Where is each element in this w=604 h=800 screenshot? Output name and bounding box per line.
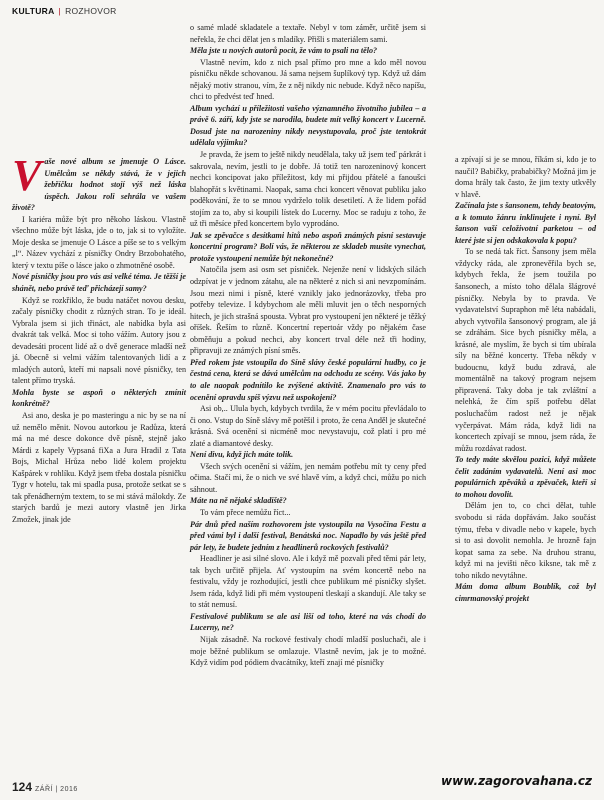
section-label: KULTURA bbox=[12, 6, 55, 16]
lead-paragraph bbox=[12, 151, 186, 214]
answer-paragraph: To vám přece nemůžu říct... bbox=[200, 507, 291, 517]
question: Mohla byste se aspoň o některých zmínit konkrétně? bbox=[12, 387, 186, 409]
answer-paragraph: I kariéra může být pro někoho láskou. Vlastně všechno může být láska, jde o to, jak si to vyložíte. Moje deska se jmenuje O Lásce a píše se to s velkým „l“. Název vychází z písničky Ondry Brzobohatého, který v textu píše o lásce jako o zhmotněné osobě. bbox=[12, 214, 186, 270]
question: Festivalové publikum se ale asi liší od toho, které na vás chodí do Lucerny, ne? bbox=[190, 611, 426, 633]
header-separator: | bbox=[58, 6, 62, 16]
question: Před rokem jste vstoupila do Síně slávy české populární hudby, co je čestná cena, která se dává umělcům na odchodu ze scény. Vás jako by to ale naopak podnítilo ke zvýšené aktivitě. Znamenalo pro vás to ocenění opravdu spíš výzvu než uspokojení? bbox=[190, 357, 426, 402]
lead-text: aše nové album se jmenuje O Lásce. Umělcům se někdy stává, že v jejich žebříčku hodnot stojí výš než láska úspěch. Jakou roli sehrála ve vašem životě? bbox=[12, 157, 186, 213]
answer-paragraph: Headliner je asi silné slovo. Ale i když mě pozvali před těmi pár lety, tak bych určitě přijela. Ať vystoupím na svém koncertě nebo na festivalu, vždy je rozhodující, jestli chce publikum mé písničky slyšet. Jsem ráda, když lidi při mém vystoupení tleskají a skandují. Ale taky se to stát nemusí. bbox=[190, 554, 426, 610]
column-3 bbox=[455, 154, 596, 604]
question: Měla jste u nových autorů pocit, že vám to psali na tělo? bbox=[190, 46, 378, 56]
column-2 bbox=[190, 22, 426, 669]
answer-paragraph: To se nedá tak říct. Šansony jsem měla vždycky ráda, ale zpronevěřila bych se, kdybych řekla, že jsem toužila po šansonech, a místo toho dělala šlágrové písničky. Nebyla by to pravda. Ve vydavatelství Supraphon mě léta nabádali, abych vytvořila šansonový program, ale já se zdráhám. Sice bych písničky měla, a krásné, ale myslím, že bych si tím ubírala síly na běžné koncerty. Třeba někdy v budoucnu, když budu zdravá, ale momentálně na takový program nejsem připravená. Taky doba je tak zvláštní a nelehká, že čím spíš potřebu dělat posluchačům radost než je nějak vyčerpávat. Mám ráda, když lidi na koncertech zpívají se mnou, jsem ráda, že můžu rozdávat radost. bbox=[455, 247, 596, 453]
page-number: 124 bbox=[12, 780, 33, 794]
question: Máte na ně nějaké skladiště? bbox=[190, 496, 287, 506]
question: Začínala jste s šansonem, tehdy beatovým, a k tomuto žánru inklinujete i nyní. Byl šanson vaší celoživotní parketou – od které jste si jen odskakovala k popu? bbox=[455, 201, 596, 245]
answer-paragraph: Vlastně nevím, kdo z nich psal přímo pro mne a kdo měl novou písničku někde schovanou. Já sama nejsem šuplíkový typ. Když už dám nějaký motiv stranou, vím, že z něj nikdy nic nebude. Když něco napíšu, chci to předvést teď hned. bbox=[190, 57, 426, 102]
question: Jak se zpěvačce s desítkami hitů nebo aspoň známých písní sestavuje koncertní program? Bolí vás, že některou ze skladeb musíte vynechat, protože vystoupení nemůže být nekonečné? bbox=[190, 230, 426, 263]
question: Nové písničky jsou pro vás asi velké téma. Je těžší je shánět, nebo právě teď přicházejí samy? bbox=[12, 272, 186, 294]
answer-paragraph: a zpívají si je se mnou, říkám si, kdo je to naučil? Babičky, prababičky? Možná jim je doma hrály tak často, že jim texty utkvěly v hlavě. bbox=[455, 155, 596, 199]
issue-label: ZÁŘÍ | 2016 bbox=[35, 786, 78, 793]
subsection-label: ROZHOVOR bbox=[65, 6, 117, 16]
answer-paragraph: Dělám jen to, co chci dělat, tuhle svobodu si ráda dopřávám. Jako součást týmu, třeba v divadle nebo v kapele, bych si to asi dovolit nemohla. Je hrozně fajn kopat sama za sebe. Na druhou stranu, když mi na jevišti něco kiksne, tak mě z toho nikdo nevytáhne. bbox=[455, 501, 596, 580]
answer-paragraph: Asi ano, deska je po masteringu a nic by se na ní už nemělo měnit. Novou autorkou je Radůza, která má na mé desce dokonce dvě písně, stejně jako Márdi z kapely Vypsaná fiXa a Jura Hradil z Tata Bojs, Michal Hrůza nebo lidé kolem projektu Kašpárek v rohlíku. Když jsem třeba dostala písničku Tygr v hotelu, tak mi spadla pusa, protože setkat se s tak přenádherným textem, to se mi stává málokdy. Ze starých bardů je mezi autory vlastně jen Jirka Zmožek, jinak jde bbox=[12, 411, 186, 524]
answer-paragraph: o samé mladé skladatele a textaře. Nebyl v tom záměr, určitě jsem si neřekla, že chci dělat jen s mladíky. Přišli s materiálem sami. bbox=[190, 23, 426, 44]
answer-paragraph: Natočila jsem asi osm set písniček. Nejenže není v lidských silách odzpívat je v jednom zátahu, ale na některé z nich si ani nevzpomínám. Jsou mezi nimi i písně, které vznikly jako jednorázovky, třeba pro potřeby televize. I kdybychom ale měli mluvit jen o těch nesporných hitech, je jich strašná spousta. Vybrat pro vystoupení jen některé je těžký oříšek. Řeším to různě. Koncertní repertoár vždy po nějakém čase obměňuju a pokud nechci, aby koncert trval déle než tři hodiny, připravuji ze známých písní směs. bbox=[190, 265, 426, 356]
question: Album vychází u příležitosti vašeho významného životního jubilea – a právě 6. září, kdy jste se narodila, budete mít velký koncert v Lucerně. Dosud jste na narozeniny nikdy nevystupovala, proč jste tentokrát udělala výjimku? bbox=[190, 103, 426, 148]
watermark-url: www.zagorovahana.cz bbox=[441, 774, 592, 788]
page-footer bbox=[12, 774, 592, 796]
answer-paragraph: Je pravda, že jsem to ještě nikdy neudělala, taky už jsem teď párkrát i sakrovala, nevím, jestli to je dobře. Já totiž ten narozeninový koncert nechci koncipovat jako příležitost, kdy mi přijdou přátelé a fanoušci blahopřát s květinami. Naopak, sama chci koncert věnovat publiku jako poděkování, že to se mnou vydrželo tolik desetiletí. A že lidem pořád stojím za to, aby si koupili lístek do Lucerny. Moc se raduju z toho, že už tři měsíce před koncertem bylo vyprodáno. bbox=[190, 150, 426, 229]
column-1 bbox=[12, 151, 186, 526]
question: Není divu, když jich máte tolik. bbox=[190, 450, 294, 460]
question: To tedy máte skvělou pozici, když můžete čelit zadáním vydavatelů. Není asi moc populárních zpěváků a zpěvaček, kteří si to mohou dovolit. bbox=[455, 455, 596, 499]
answer-paragraph: Asi ob,.. Ulula bych, kdybych tvrdila, že v mém pocitu převládalo to či ono. Vstup do Síně slávy mě potěšil i proto, že cena Anděl je skutečné krásná. Svá ocenění si nicméně moc nevystavuju, což platí i pro mé zlaté a diamantové desky. bbox=[190, 404, 426, 448]
answer-paragraph: Nijak zásadně. Na rockové festivaly chodí mladší posluchači, ale i moje běžné publikum se omlazuje. Vlastně nevím, jak je to možné. Když vidím pod pódiem dvacátníky, kteří znají mé písničky bbox=[190, 634, 426, 668]
answer-paragraph: Když se rozkřiklo, že budu natáčet novou desku, začaly písničky chodit z různých stran. To je ideál. Vybrala jsem si jich třináct, ale nabídka byla asi dvakrát tak velká. Moc si toho vážím. Autory jsou z devadesáti procent lidé až o dvě generace mladší než já. Obecně si velmi vážím talentovaných lidí a z mladých autorů, kteří mi napsali nové písničky, ten talent přímo tryská. bbox=[12, 295, 186, 386]
question: Mám doma album Boublík, což byl cimrmanovský projekt bbox=[455, 582, 596, 603]
answer-paragraph: Všech svých ocenění si vážím, jen nemám potřebu mít ty ceny před očima. Stačí mi, že o nich ve své hlavě vím, a když chci, můžu po nich sáhnout. bbox=[190, 461, 426, 494]
drop-cap: V bbox=[12, 151, 42, 200]
question: Pár dnů před naším rozhovorem jste vystoupila na Vysočina Festu a před vámi byl i další festival, Benátská noc. Napadlo by vás ještě před pár lety, že budete jedním z headlinerů rockových festivalů? bbox=[190, 519, 426, 552]
